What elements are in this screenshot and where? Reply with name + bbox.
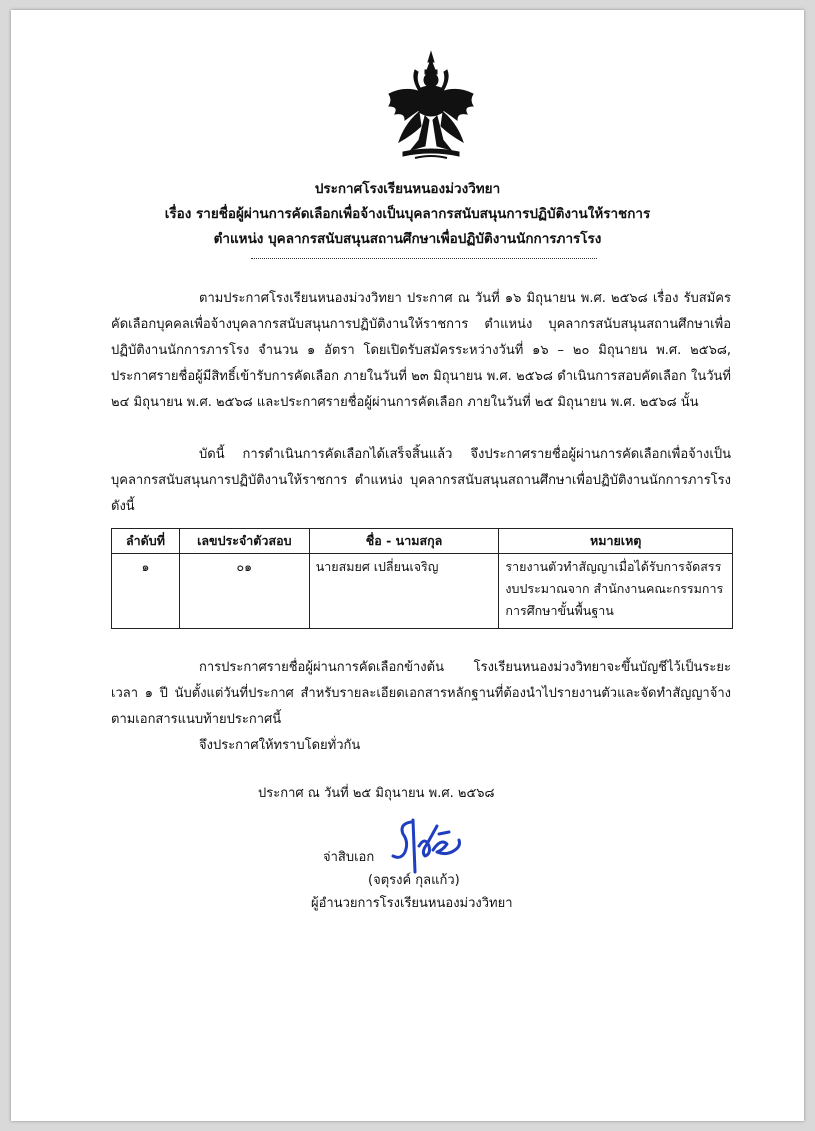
header-exam-id: เลขประจำตัวสอบ <box>179 529 309 554</box>
cell-order: ๑ <box>112 554 180 629</box>
signer-name: (จตุรงค์ กุลแก้ว) <box>368 873 460 888</box>
body-paragraph-1: ตามประกาศโรงเรียนหนองม่วงวิทยา ประกาศ ณ วันที่ ๑๖ มิถุนายน พ.ศ. ๒๕๖๘ เรื่อง รับสมัครคัดเลือกบุคคลเพื่อจ้างบุคลากรสนับสนุนการปฏิบัติงานให้ราชการ ตำแหน่ง บุคลากรสนับสนุนสถานศึกษาเพื่อปฏิบัติงานนักการภารโรง จำนวน ๑ อัตรา โดยเปิดรับสมัครระหว่างวันที่ ๑๖ – ๒๐ มิถุนายน พ.ศ. ๒๕๖๘, ประกาศรายชื่อผู้มีสิทธิ์เข้ารับการคัดเลือก ภายในวันที่ ๒๓ มิถุนายน พ.ศ. ๒๕๖๘ ดำเนินการสอบคัดเลือก ในวันที่ ๒๔ มิถุนายน พ.ศ. ๒๕๖๘ และประกาศรายชื่อผู้ผ่านการคัดเลือก ภายในวันที่ ๒๕ มิถุนายน พ.ศ. ๒๕๖๘ นั้น <box>111 291 731 410</box>
table-row <box>112 554 733 629</box>
announcement-date: ประกาศ ณ วันที่ ๒๕ มิถุนายน พ.ศ. ๒๕๖๘ <box>258 786 495 801</box>
body-paragraph-2: บัดนี้ การดำเนินการคัดเลือกได้เสร็จสิ้นแล้ว จึงประกาศรายชื่อผู้ผ่านการคัดเลือกเพื่อจ้างเป็นบุคลากรสนับสนุนการปฏิบัติงานให้ราชการ ตำแหน่ง บุคลากรสนับสนุนสถานศึกษาเพื่อปฏิบัติงานนักการภารโรง ดังนี้ <box>111 447 731 514</box>
body-paragraph-4: จึงประกาศให้ทราบโดยทั่วกัน <box>199 738 361 753</box>
cell-full-name: นายสมยศ เปลี่ยนเจริญ <box>309 554 499 629</box>
cell-remark: รายงานตัวทำสัญญาเมื่อได้รับการจัดสรรงบประมาณจาก สำนักงานคณะกรรมการการศึกษาขั้นพื้นฐาน <box>499 554 733 629</box>
announcement-position: ตำแหน่ง บุคลากรสนับสนุนสถานศึกษาเพื่อปฏิบัติงานนักการภารโรง <box>213 231 602 247</box>
document-page <box>11 10 804 1121</box>
header-remark: หมายเหตุ <box>499 529 733 554</box>
body-paragraph-3: การประกาศรายชื่อผู้ผ่านการคัดเลือกข้างต้น โรงเรียนหนองม่วงวิทยาจะขึ้นบัญชีไว้เป็นระยะเวลา ๑ ปี นับตั้งแต่วันที่ประกาศ สำหรับรายละเอียดเอกสารหลักฐานที่ต้องนำไปรายงานตัวและจัดทำสัญญาจ้าง ตามเอกสารแนบท้ายประกาศนี้ <box>111 660 731 727</box>
garuda-emblem-icon <box>385 50 477 162</box>
table-header-row <box>112 529 733 554</box>
results-table <box>111 528 733 629</box>
signer-title: ผู้อำนวยการโรงเรียนหนองม่วงวิทยา <box>311 896 513 911</box>
signer-rank: จ่าสิบเอก <box>323 850 375 865</box>
announcement-subject: เรื่อง รายชื่อผู้ผ่านการคัดเลือกเพื่อจ้างเป็นบุคลากรสนับสนุนการปฏิบัติงานให้ราชการ <box>164 206 651 222</box>
dotted-divider <box>251 258 597 259</box>
cell-exam-id: ๐๑ <box>179 554 309 629</box>
header-full-name: ชื่อ - นามสกุล <box>309 529 499 554</box>
header-order: ลำดับที่ <box>112 529 180 554</box>
announcement-title: ประกาศโรงเรียนหนองม่วงวิทยา <box>314 181 501 197</box>
